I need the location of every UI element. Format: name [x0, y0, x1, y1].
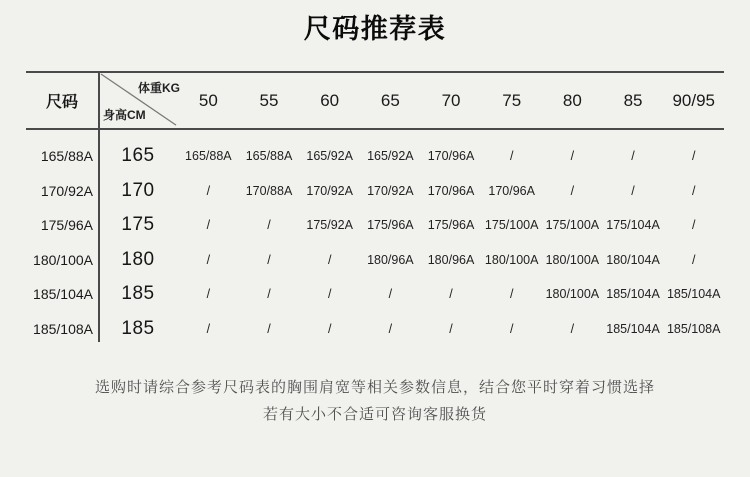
size-label: 175/96A [40, 217, 93, 234]
recommendation-cell: 175/92A [306, 218, 353, 233]
height-value: 180 [121, 248, 155, 270]
recommendation-cell: / [509, 321, 514, 336]
recommendation-cell: 170/96A [488, 183, 535, 198]
size-label: 165/88A [40, 148, 93, 165]
weight-unit-label: 体重KG [137, 81, 180, 95]
recommendation-cell: 170/92A [367, 183, 414, 198]
weight-column-header: 90/95 [672, 90, 715, 110]
row-cells [178, 218, 724, 232]
recommendation-cell: 185/104A [666, 287, 721, 302]
size-column-header: 尺码 [45, 94, 78, 111]
table-header-row [26, 71, 724, 130]
height-value: 185 [121, 317, 155, 339]
recommendation-cell: 185/108A [666, 321, 721, 336]
weight-column-header: 70 [441, 90, 461, 110]
recommendation-cell: 175/100A [484, 218, 539, 233]
height-value: 170 [121, 179, 155, 201]
recommendation-cell: / [631, 149, 635, 164]
height-unit-label: 身高CM [103, 108, 146, 122]
recommendation-cell: 170/96A [427, 149, 475, 164]
recommendation-cell: 170/88A [245, 183, 293, 198]
recommendation-cell: / [267, 321, 271, 336]
row-cells [178, 253, 724, 267]
recommendation-cell: / [570, 321, 575, 336]
footer-line-2: 若有大小不合适可咨询客服换货 [262, 406, 487, 423]
recommendation-cell: / [388, 321, 393, 336]
recommendation-cell: / [206, 183, 211, 198]
table-row [26, 208, 724, 243]
size-label: 185/104A [33, 286, 93, 303]
row-cells [178, 149, 724, 163]
recommendation-cell: 165/92A [306, 149, 353, 164]
recommendation-cell: / [631, 183, 635, 198]
vertical-divider [98, 130, 100, 342]
height-value: 165 [121, 145, 155, 167]
recommendation-cell: / [570, 149, 575, 164]
recommendation-cell: 180/100A [545, 287, 600, 302]
recommendation-cell: 165/88A [185, 149, 232, 164]
row-cells [178, 184, 724, 198]
recommendation-cell: / [691, 252, 696, 267]
size-label: 180/100A [33, 251, 93, 268]
recommendation-cell: 175/104A [606, 218, 660, 233]
size-label: 185/108A [33, 320, 93, 337]
table-row [26, 174, 724, 209]
recommendation-cell: 170/96A [427, 183, 475, 198]
recommendation-cell: / [327, 287, 332, 302]
height-value: 175 [121, 214, 155, 236]
recommendation-cell: / [388, 287, 393, 302]
recommendation-cell: / [509, 149, 514, 164]
recommendation-cell: / [449, 321, 453, 336]
recommendation-cell: 165/92A [367, 149, 414, 164]
weight-column-header: 65 [380, 90, 400, 110]
weight-column-header: 55 [259, 90, 279, 110]
recommendation-cell: 175/100A [545, 218, 600, 233]
weight-column-headers [178, 73, 724, 128]
recommendation-cell: / [206, 321, 211, 336]
recommendation-cell: / [327, 252, 332, 267]
weight-column-header: 75 [502, 90, 522, 110]
recommendation-cell: 175/96A [367, 218, 414, 233]
row-cells [178, 322, 724, 336]
size-table [26, 71, 724, 346]
recommendation-cell: / [691, 218, 696, 233]
height-value: 185 [121, 283, 155, 305]
weight-column-header: 85 [623, 90, 643, 110]
recommendation-cell: / [449, 287, 453, 302]
footer-line-1: 选购时请综合参考尺码表的胸围肩宽等相关参数信息，结合您平时穿着习惯选择 [94, 379, 655, 396]
weight-column-header: 80 [562, 90, 582, 110]
row-cells [178, 287, 724, 301]
size-label: 170/92A [40, 182, 93, 199]
recommendation-cell: / [327, 321, 332, 336]
recommendation-cell: 180/96A [427, 252, 475, 267]
recommendation-cell: 185/104A [606, 287, 660, 302]
table-row [26, 243, 724, 278]
weight-column-header: 60 [320, 90, 340, 110]
table-body [26, 130, 724, 346]
recommendation-cell: 165/88A [245, 149, 293, 164]
recommendation-cell: / [206, 287, 211, 302]
weight-column-header: 50 [198, 90, 218, 110]
recommendation-cell: / [206, 218, 211, 233]
table-row [26, 139, 724, 174]
recommendation-cell: / [267, 218, 271, 233]
recommendation-cell: / [691, 183, 696, 198]
recommendation-cell: / [509, 287, 514, 302]
recommendation-cell: 180/96A [367, 252, 414, 267]
recommendation-cell: 180/104A [606, 252, 660, 267]
footer-note [0, 374, 750, 428]
recommendation-cell: 180/100A [545, 252, 600, 267]
recommendation-cell: / [267, 252, 271, 267]
diagonal-header-cell [98, 73, 178, 128]
recommendation-cell: 170/92A [306, 183, 353, 198]
page-title: 尺码推荐表 [303, 14, 447, 44]
recommendation-cell: / [206, 252, 211, 267]
recommendation-cell: 180/100A [484, 252, 539, 267]
recommendation-cell: / [267, 287, 271, 302]
table-row [26, 312, 724, 347]
table-row [26, 277, 724, 312]
recommendation-cell: / [570, 183, 575, 198]
recommendation-cell: 185/104A [606, 321, 660, 336]
recommendation-cell: 175/96A [427, 218, 475, 233]
recommendation-cell: / [691, 149, 696, 164]
